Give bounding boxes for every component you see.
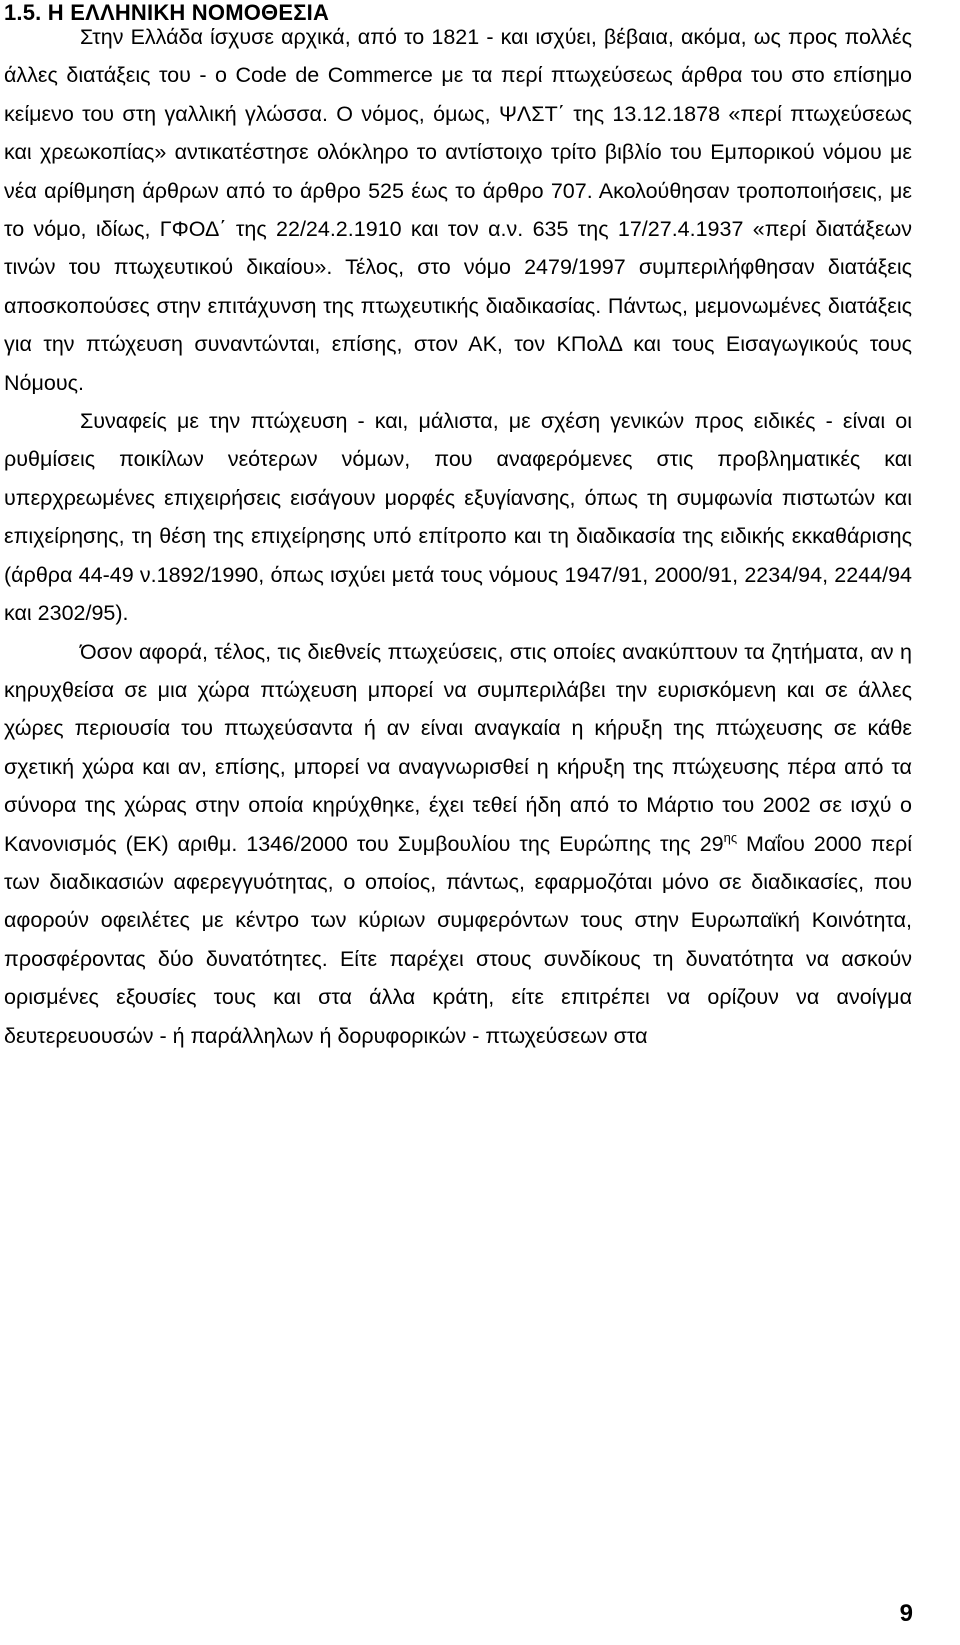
paragraph-3 (4, 633, 912, 1055)
paragraph-2: Συναφείς με την πτώχευση - και, μάλιστα, με σχέση γενικών προς ειδικές - είναι οι ρυθμίσεις ποικίλων νεότερων νόμων, που αναφερόμενες στις προβληματικές και υπερχρεωμένες επιχειρήσεις εισάγουν μορφές εξυγίανσης, όπως τη συμφωνία πιστωτών και επιχείρησης, τη θέση της επιχείρησης υπό επίτροπο και τη διαδικασία της ειδικής εκκαθάρισης (άρθρα 44-49 ν.1892/1990, όπως ισχύει μετά τους νόμους 1947/91, 2000/91, 2234/94, 2244/94 και 2302/95). (4, 409, 912, 626)
ordinal-superscript: ης (723, 829, 738, 845)
paragraph-1: Στην Ελλάδα ίσχυσε αρχικά, από το 1821 - και ισχύει, βέβαια, ακόμα, ως προς πολλές άλλες διατάξεις του - ο Code de Commerce με τα περί πτωχεύσεως άρθρα του στο επίσημο κείμενο του στη γαλλική γλώσσα. Ο νόμος, όμως, ΨΛΣΤ΄ της 13.12.1878 «περί πτωχεύσεως και χρεωκοπίας» αντικατέστησε ολόκληρο το αντίστοιχο τρίτο βιβλίο του Εμπορικού νόμου με νέα αρίθμηση άρθρων από το άρθρο 525 έως το άρθρο 707. Ακολούθησαν τροποποιήσεις, με το νόμο, ιδίως, ΓΦΟΔ΄ της 22/24.2.1910 και τον α.ν. 635 της 17/27.4.1937 «περί διατάξεων τινών του πτωχευτικού δικαίου». Τέλος, στο νόμο 2479/1997 συμπεριλήφθησαν διατάξεις αποσκοπούσες στην επιτάχυνση της πτωχευτικής διαδικασίας. Πάντως, μεμονωμένες διατάξεις για την πτώχευση συναντώνται, επίσης, στον ΑΚ, τον ΚΠολΔ και τους Εισαγωγικούς τους Νόμους. (4, 25, 912, 395)
section-heading: 1.5. Η ΕΛΛΗΝΙΚΗ ΝΟΜΟΘΕΣΙΑ (4, 0, 330, 25)
page-number: 9 (899, 1600, 913, 1627)
body-text (4, 18, 912, 1055)
paragraph-3-text: Όσον αφορά, τέλος, τις διεθνείς πτωχεύσεις, στις οποίες ανακύπτουν τα ζητήματα, αν η κηρυχθείσα σε μια χώρα πτώχευση μπορεί να συμπεριλάβει την ευρισκόμενη και σε άλλες χώρες περιουσία του πτωχεύσαντα ή αν είναι αναγκαία η κήρυξη της πτώχευσης σε κάθε σχετική χώρα και αν, επίσης, μπορεί να αναγνωρισθεί η κήρυξη της πτώχευσης πέρα από τα σύνορα της χώρας στην οποία κηρύχθηκε, έχει τεθεί ήδη από το Μάρτιο του 2002 σε ισχύ ο Κανονισμός (ΕΚ) αριθμ. 1346/2000 του Συμβουλίου της Ευρώπης της 29 (4, 639, 912, 856)
paragraph-3-continuation: Μαΐου 2000 περί των διαδικασιών αφερεγγυότητας, ο οποίος, πάντως, εφαρμοζόται μόνο σε διαδικασίες, που αφορούν οφειλέτες με κέντρο των κύριων συμφερόντων τους στην Ευρωπαϊκή Κοινότητα, προσφέροντας δύο δυνατότητες. Είτε παρέχει στους συνδίκους τη δυνατότητα να ασκούν ορισμένες εξουσίες τους και στα άλλα κράτη, είτε επιτρέπει να ορίζουν να ανοίγμα δευτερευουσών - ή παράλληλων ή δορυφορικών - πτωχεύσεων στα (4, 831, 912, 1048)
